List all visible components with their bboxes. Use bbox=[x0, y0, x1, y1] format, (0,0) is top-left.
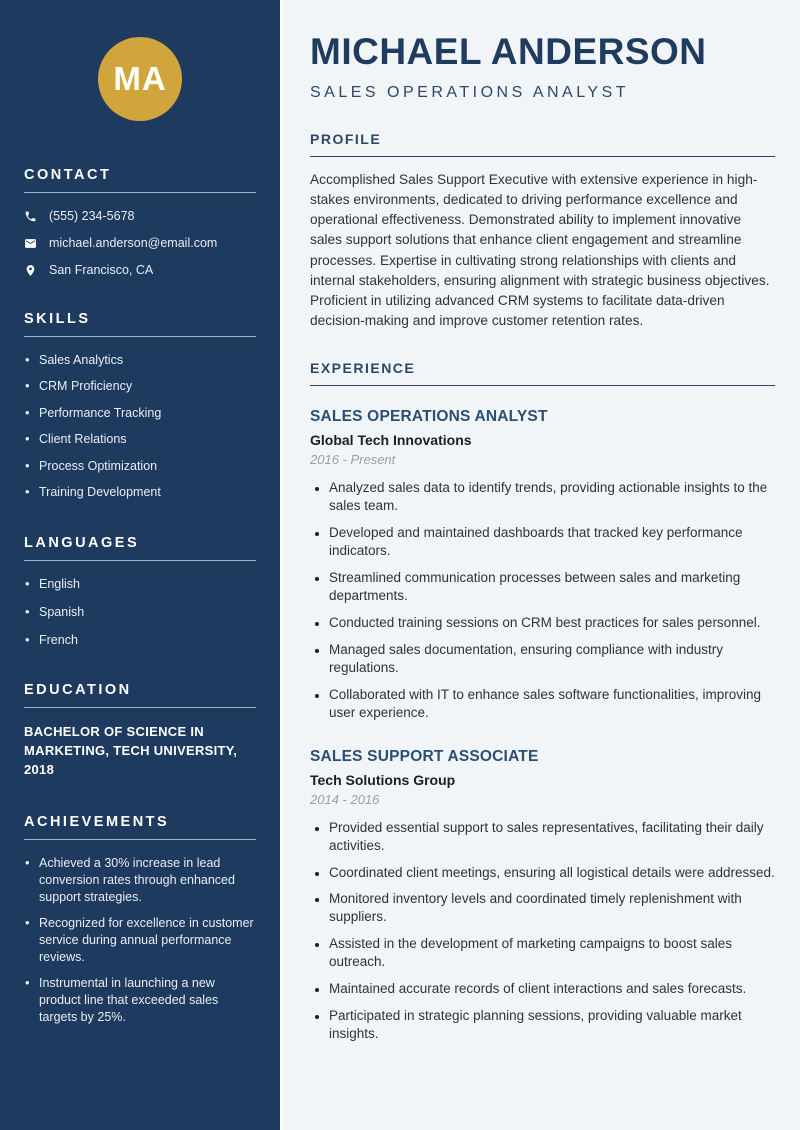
achievement-item: • Recognized for excellence in customer service during annual performance reviews. bbox=[24, 915, 256, 966]
contact-location-text: San Francisco, CA bbox=[49, 263, 154, 277]
experience-bullet: • Collaborated with IT to enhance sales software functionalities, improving user experience. bbox=[329, 686, 775, 722]
achievements-heading: ACHIEVEMENTS bbox=[24, 813, 170, 830]
experience-bullet: • Conducted training sessions on CRM best practices for sales personnel. bbox=[329, 614, 775, 632]
job-company: Global Tech Innovations bbox=[310, 432, 472, 449]
experience-bullet: • Managed sales documentation, ensuring compliance with industry regulations. bbox=[329, 641, 775, 677]
candidate-name: MICHAEL ANDERSON bbox=[310, 31, 707, 72]
skills-section bbox=[24, 311, 256, 501]
job-bullets bbox=[310, 819, 775, 1044]
education-section bbox=[24, 682, 256, 780]
achievements-section bbox=[24, 814, 256, 1026]
languages-list bbox=[24, 576, 256, 649]
skill-item: • Sales Analytics bbox=[24, 352, 256, 369]
contact-list bbox=[24, 209, 256, 277]
job-dates: 2014 - 2016 bbox=[310, 791, 380, 807]
section-divider bbox=[24, 336, 256, 337]
profile-heading: PROFILE bbox=[310, 131, 382, 147]
language-item: • Spanish bbox=[24, 604, 256, 621]
skill-item: • Training Development bbox=[24, 484, 256, 501]
job-title: SALES OPERATIONS ANALYST bbox=[310, 408, 548, 426]
language-item: • English bbox=[24, 576, 256, 593]
language-item: • French bbox=[24, 632, 256, 649]
section-divider bbox=[24, 560, 256, 561]
contact-email-text: michael.anderson@email.com bbox=[49, 236, 218, 250]
experience-bullet: • Streamlined communication processes between sales and marketing departments. bbox=[329, 569, 775, 605]
job-company: Tech Solutions Group bbox=[310, 771, 456, 788]
experience-bullet: • Participated in strategic planning sessions, providing valuable market insights. bbox=[329, 1007, 775, 1043]
main-content bbox=[280, 0, 800, 1130]
section-divider bbox=[24, 839, 256, 840]
candidate-title: SALES OPERATIONS ANALYST bbox=[310, 84, 630, 101]
experience-job-2 bbox=[310, 748, 775, 1044]
skill-item: • Client Relations bbox=[24, 431, 256, 448]
experience-bullet: • Maintained accurate records of client interactions and sales forecasts. bbox=[329, 980, 775, 998]
education-heading: EDUCATION bbox=[24, 682, 132, 699]
job-bullets bbox=[310, 479, 775, 721]
contact-phone-text: (555) 234-5678 bbox=[49, 209, 135, 223]
achievements-list bbox=[24, 855, 256, 1026]
section-divider bbox=[310, 385, 775, 386]
section-divider bbox=[24, 707, 256, 708]
skills-list bbox=[24, 352, 256, 501]
job-dates: 2016 - Present bbox=[310, 452, 396, 468]
experience-bullet: • Developed and maintained dashboards that tracked key performance indicators. bbox=[329, 524, 775, 560]
contact-location bbox=[24, 263, 256, 277]
email-icon bbox=[24, 237, 37, 250]
avatar-initials: MA bbox=[113, 60, 167, 97]
sidebar bbox=[0, 0, 280, 1130]
experience-section bbox=[310, 360, 775, 1043]
section-divider bbox=[310, 156, 775, 157]
experience-job-1 bbox=[310, 408, 775, 721]
experience-heading: EXPERIENCE bbox=[310, 360, 416, 377]
skill-item: • Performance Tracking bbox=[24, 405, 256, 422]
achievement-item: • Instrumental in launching a new product line that exceeded sales targets by 25%. bbox=[24, 975, 256, 1026]
skill-item: • Process Optimization bbox=[24, 458, 256, 475]
contact-heading: CONTACT bbox=[24, 167, 112, 183]
experience-bullet: • Coordinated client meetings, ensuring all logistical details were addressed. bbox=[329, 864, 775, 882]
contact-section bbox=[24, 167, 256, 277]
skills-heading: SKILLS bbox=[24, 311, 91, 327]
education-degree: BACHELOR OF SCIENCE IN MARKETING, TECH UNIVERSITY, 2018 bbox=[24, 724, 238, 778]
job-title: SALES SUPPORT ASSOCIATE bbox=[310, 747, 539, 765]
languages-heading: LANGUAGES bbox=[24, 534, 140, 551]
experience-bullet: • Analyzed sales data to identify trends, providing actionable insights to the sales team. bbox=[329, 479, 775, 515]
skill-item: • CRM Proficiency bbox=[24, 378, 256, 395]
achievement-item: • Achieved a 30% increase in lead conversion rates through enhanced support strategies. bbox=[24, 855, 256, 906]
location-icon bbox=[24, 264, 37, 277]
experience-bullet: • Assisted in the development of marketing campaigns to boost sales outreach. bbox=[329, 935, 775, 971]
contact-email bbox=[24, 236, 256, 250]
languages-section bbox=[24, 535, 256, 649]
section-divider bbox=[24, 192, 256, 193]
experience-bullet: • Provided essential support to sales representatives, facilitating their daily activities. bbox=[329, 819, 775, 855]
contact-phone bbox=[24, 209, 256, 223]
avatar bbox=[98, 37, 182, 121]
profile-text: Accomplished Sales Support Executive with extensive experience in high-stakes environments, dedicated to driving performance excellence and operational effectiveness. Demonstrated ability to implement innovative sales support solutions that enhance client engagement and streamline processes. Expertise in cultivating strong relationships with clients and internal stakeholders, ensuring alignment with strategic business objectives. Proficient in utilizing advanced CRM systems to facilitate data-driven decision-making and improve customer retention rates. bbox=[310, 172, 770, 328]
profile-section bbox=[310, 131, 775, 331]
experience-bullet: • Monitored inventory levels and coordinated timely replenishment with suppliers. bbox=[329, 890, 775, 926]
phone-icon bbox=[24, 210, 37, 223]
